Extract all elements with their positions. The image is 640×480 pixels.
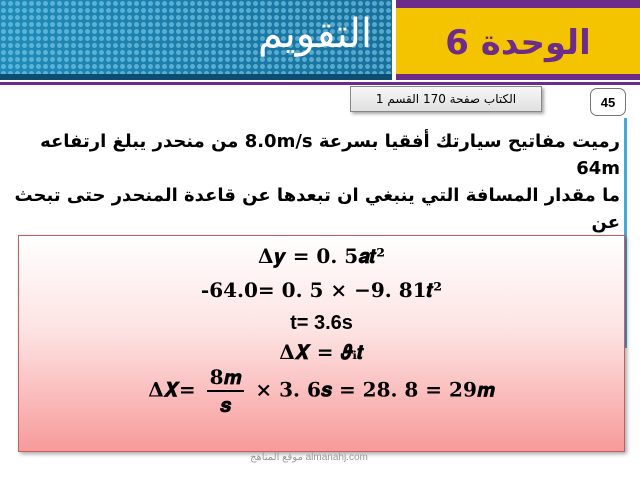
unit-panel-bottom-strip <box>396 74 640 80</box>
header-divider <box>0 74 392 80</box>
question-line-1: رميت مفاتيح سيارتك أفقيا بسرعة 8.0m/s من منحدر يبلغ ارتفاعه 64m <box>40 131 620 179</box>
header-title-panel <box>0 0 392 80</box>
unit-panel-top-strip <box>396 0 640 8</box>
velocity-fraction <box>207 364 245 418</box>
equation-displacement-x: Δ𝑿 = 𝝑ᵢ𝒕 <box>279 340 364 364</box>
watermark: موقع المناهج almanahj.com <box>250 452 368 463</box>
equation-displacement-y: Δ𝒚 = 𝟎. 𝟓𝒂𝒕² <box>257 244 386 268</box>
section-title: التقويم <box>257 11 372 57</box>
equation-substitution: -64.0= 𝟎. 𝟓 × −𝟗. 𝟖𝟏𝒕² <box>200 278 443 302</box>
book-reference: الكتاب صفحة 170 القسم 1 <box>350 86 542 112</box>
final-rhs: × 𝟑. 𝟔𝒔 = 𝟐𝟖. 𝟖 = 𝟐𝟗𝒎 <box>255 377 495 402</box>
fraction-numerator: 𝟖𝒎 <box>207 364 245 392</box>
header-underline <box>0 82 640 85</box>
fraction-denominator: 𝒔 <box>219 393 232 417</box>
header-separator <box>393 0 395 80</box>
unit-title: الوحدة 6 <box>445 23 591 63</box>
question-line-2: ما مقدار المسافة التي ينبغي ان تبعدها عن قاعدة المنحدر حتى تبحث عن <box>14 185 620 233</box>
equation-time-result: t= 3.6s <box>290 312 353 334</box>
page-number: 45 <box>590 88 626 116</box>
solution-box <box>18 235 625 452</box>
equation-final-result <box>19 364 624 418</box>
header-unit-panel <box>396 0 640 80</box>
final-lhs: Δ𝑿= <box>148 377 196 402</box>
